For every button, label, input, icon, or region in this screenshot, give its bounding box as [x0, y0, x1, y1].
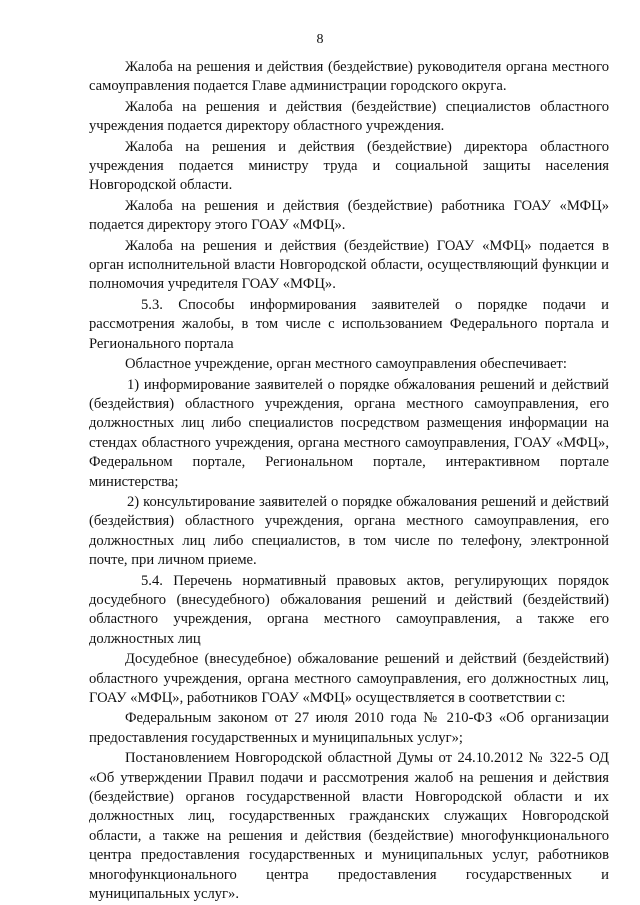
paragraph-complaint-mfc-worker: Жалоба на решения и действия (бездействие) работника ГОАУ «МФЦ» подается директору этого ГОАУ «МФЦ». [89, 197, 609, 234]
list-item-consulting: 2) консультирование заявителей о порядке обжалования решений и действий (бездействия) областного учреждения, органа местного самоуправления, его должностных лиц либо специалистов, в том числе по телефону, электронной почте, при личном приеме. [89, 493, 609, 569]
paragraph-provides: Областное учреждение, орган местного самоуправления обеспечивает: [125, 356, 567, 373]
paragraph-federal-law: Федеральным законом от 27 июля 2010 года № 210-ФЗ «Об организации предоставления государственных и муниципальных услуг»; [89, 710, 609, 746]
list-item-informing: 1) информирование заявителей о порядке обжалования решений и действий (бездействия) областного учреждения, органа местного самоуправления, его должностных лиц либо специалистов посредством размещения информации на стендах областного учреждения, органа местного самоуправления, ГОАУ «МФЦ», Федеральном портале, Региональном портале, интерактивном портале министерства; [89, 376, 609, 490]
section-heading-5-3: 5.3. Способы информирования заявителей о порядке подачи и рассмотрения жалобы, в том числе с использованием Федерального портала и Регионального портала [89, 296, 609, 352]
paragraph-complaint-head: Жалоба на решения и действия (бездействие) руководителя органа местного самоуправления подается Главе администрации городского округа. [89, 59, 609, 95]
paragraph-resolution: Постановлением Новгородской областной Думы от 24.10.2012 № 322-5 ОД «Об утверждении Правил подачи и рассмотрения жалоб на решения и действия (бездействие) органов государственной власти Новгородской области и их должностных лиц, государственных гражданских служащих Новгородской области, а также на решения и действия (бездействие) многофункционального центра предоставления государственных и муниципальных услуг, работников многофункционального центра предоставления государственных и муниципальных услуг». [89, 750, 609, 903]
paragraph-pretrial-appeal: Досудебное (внесудебное) обжалование решений и действий (бездействий) областного учреждения, органа местного самоуправления, его должностных лиц, ГОАУ «МФЦ», работников ГОАУ «МФЦ» осуществляется в соответствии с: [89, 651, 609, 706]
paragraph-complaint-director: Жалоба на решения и действия (бездействие) директора областного учреждения подается министру труда и социальной защиты населения Новгородской области. [89, 138, 609, 194]
paragraph-complaint-mfc: Жалоба на решения и действия (бездействие) ГОАУ «МФЦ» подается в орган исполнительной власти Новгородской области, осуществляющий функции и полномочия учредителя ГОАУ «МФЦ». [89, 237, 609, 293]
section-heading-5-4: 5.4. Перечень нормативный правовых актов, регулирующих порядок досудебного (внесудебного) обжалования решений и действий (бездействий) областного учреждения, органа местного самоуправления, а также его должностных лиц [89, 572, 609, 647]
page-number: 8 [316, 32, 324, 47]
document-body [89, 58, 609, 904]
paragraph-complaint-specialists: Жалоба на решения и действия (бездействие) специалистов областного учреждения подается директору областного учреждения. [89, 98, 609, 135]
